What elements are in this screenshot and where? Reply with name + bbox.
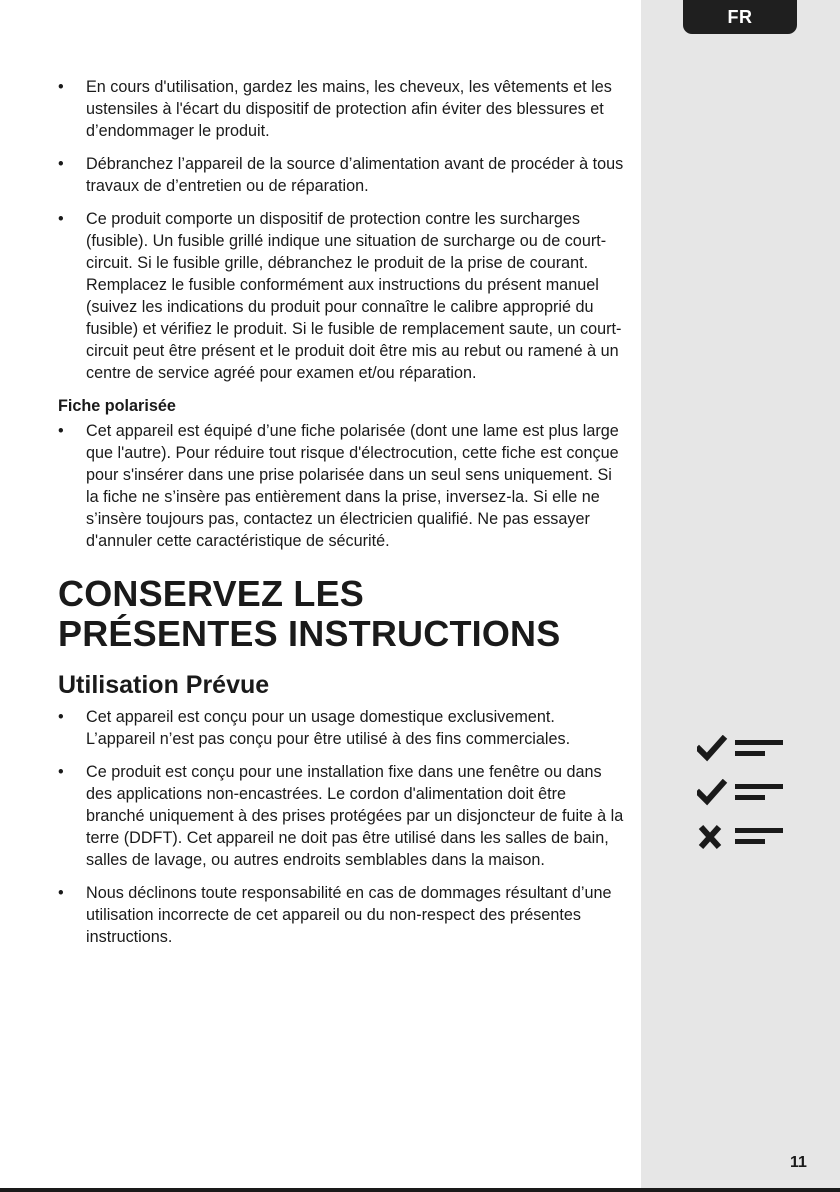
- bullet-icon: •: [58, 763, 64, 781]
- bullet-icon: •: [58, 422, 64, 440]
- save-title-line1: CONSERVEZ LES: [58, 573, 364, 614]
- save-title-line2: PRÉSENTES INSTRUCTIONS: [58, 613, 561, 654]
- check-row: [697, 735, 787, 779]
- list-item: • Ce produit comporte un dispositif de protection contre les surcharges (fusible). Un fusible grillé indique une situation de surcharge ou de court-circuit. Si le fusible grille, débranchez le produit de la prise de courant. Remplacez le fusible conformément aux instructions du présent manuel (suivez les indications du produit pour connaître le calibre approprié du fusible) et vérifiez le produit. Si le fusible de remplacement saute, un court-circuit peut être présent et le produit doit être mis au rebut ou ramené à un centre de service agréé pour examen et/ou réparation.: [58, 210, 622, 382]
- list-item: • Ce produit est conçu pour une installation fixe dans une fenêtre ou dans des applications non-encastrées. Le cordon d'alimentation doit être branché uniquement à des prises protégées par un disjoncteur de fuite à la terre (DDFT). Cet appareil ne doit pas être utilisé dans les salles de bain, salles de lavage, ou autres endroits semblables dans la maison.: [58, 763, 624, 869]
- intended-use-list: [58, 706, 628, 948]
- bullet-icon: •: [58, 210, 64, 228]
- cross-row: [697, 823, 787, 867]
- bullet-icon: •: [58, 884, 64, 902]
- intended-use-heading: Utilisation Prévue: [58, 671, 270, 699]
- check-icon: [697, 779, 787, 809]
- list-item: • Débranchez l’appareil de la source d’alimentation avant de procéder à tous travaux de d’entretien ou de réparation.: [58, 155, 624, 195]
- main-content: [58, 76, 628, 959]
- checklist-icon: [697, 735, 787, 867]
- bottom-rule: [0, 1188, 840, 1192]
- language-tab: FR: [683, 0, 797, 34]
- cross-icon: [697, 823, 787, 853]
- check-row: [697, 779, 787, 823]
- bullet-icon: •: [58, 78, 64, 96]
- save-instructions-title: [58, 574, 628, 654]
- check-icon: [697, 735, 787, 765]
- safety-list: [58, 76, 628, 384]
- sidebar-panel: [641, 0, 840, 1192]
- list-item: • Cet appareil est équipé d’une fiche polarisée (dont une lame est plus large que l'autre). Pour réduire tout risque d'électrocution, cette fiche est conçue pour s'insérer dans une prise polarisée dans un seul sens uniquement. Si la fiche ne s’insère pas entièrement dans la prise, inversez-la. Si elle ne s’insère toujours pas, contactez un électricien qualifié. Ne pas essayer d'annuler cette caractéristique de sécurité.: [58, 422, 619, 550]
- page-number: 11: [790, 1154, 807, 1171]
- list-item: • Nous déclinons toute responsabilité en cas de dommages résultant d’une utilisation incorrecte de cet appareil ou du non-respect des présentes instructions.: [58, 884, 612, 946]
- polarized-list: [58, 420, 628, 552]
- list-item: • En cours d'utilisation, gardez les mains, les cheveux, les vêtements et les ustensiles à l'écart du dispositif de protection afin éviter des blessures et d’endommager le produit.: [58, 78, 612, 140]
- list-item: • Cet appareil est conçu pour un usage domestique exclusivement. L’appareil n’est pas conçu pour être utilisé à des fins commerciales.: [58, 708, 571, 748]
- bullet-icon: •: [58, 155, 64, 173]
- polarized-plug-heading: Fiche polarisée: [58, 397, 176, 415]
- bullet-icon: •: [58, 708, 64, 726]
